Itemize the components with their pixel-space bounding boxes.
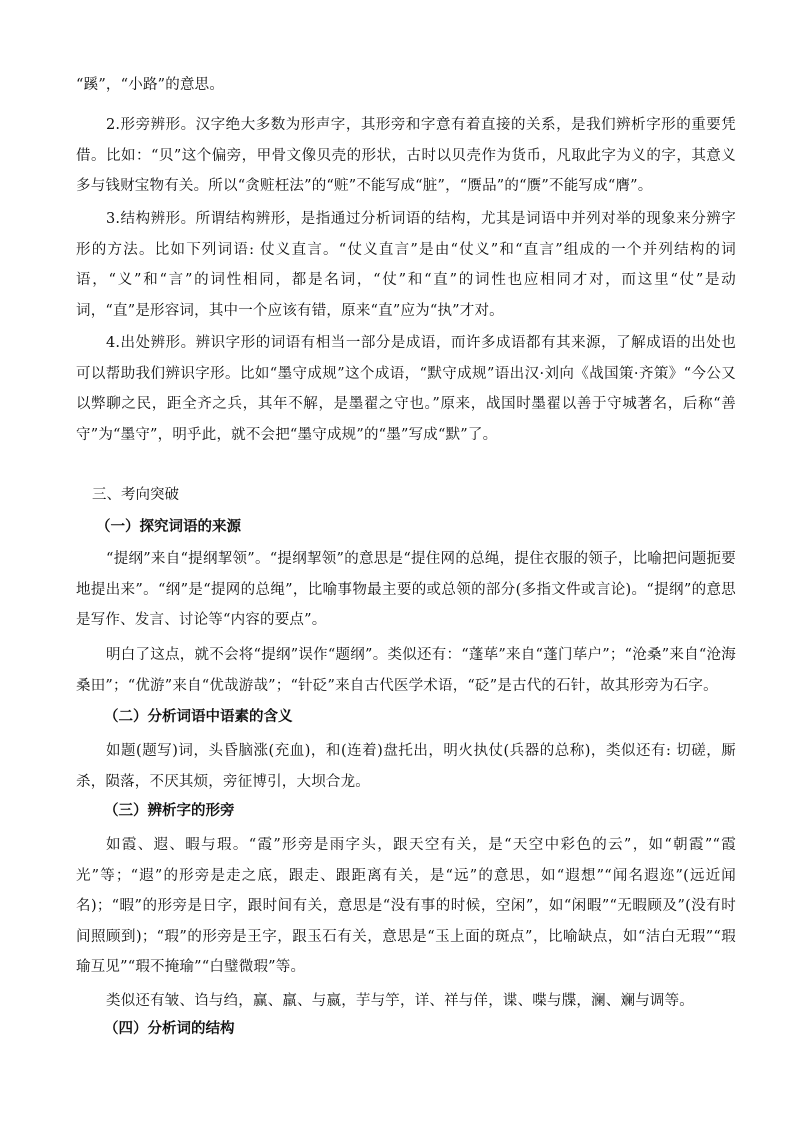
paragraph-xia-radicals: 如霞、遐、暇与瑕。“霞”形旁是雨字头，跟天空有关，是“天空中彩色的云”，如“朝霞”“霞光”等；“遐”的形旁是走之底，跟走、跟距离有关，是“远”的意思，如“遐想”“闻名遐迩”(远近闻名)；“暇”的形旁是日字，跟时间有关，意思是“没有事的时候，空闲”，如“闲暇”“无暇顾及”(没有时间照顾到)；“瑕”的形旁是王字，跟玉石有关，意思是“玉上面的斑点”，比喻缺点，如“洁白无瑕”“瑕瑜互见”“瑕不掩瑜”“白璧微瑕”等。 <box>76 837 736 975</box>
paragraph-origin-distinction: 4.出处辨形。辨识字形的词语有相当一部分是成语，而许多成语都有其来源，了解成语的出处也可以帮助我们辨识字形。比如“墨守成规”这个成语，“默守成规”语出汉·刘向《战国策·齐策》“今公又以弊聊之民，距全齐之兵，其年不解，是墨翟之守也。”原来，战国时墨翟以善于守城著名，后称“善守”为“墨守”，明乎此，就不会把“墨守成规”的“墨”写成“默”了。 <box>76 335 736 443</box>
subheading-radical-analysis: （三）辨析字的形旁 <box>104 803 235 819</box>
section-heading-exam-breakthrough: 三、考向突破 <box>92 487 179 503</box>
subheading-word-structure: （四）分析词的结构 <box>104 1021 235 1037</box>
paragraph-xi-meaning: “蹊”，“小路”的意思。 <box>76 77 225 93</box>
paragraph-structure-distinction: 3.结构辨形。所谓结构辨形，是指通过分析词语的结构，尤其是词语中并列对举的现象来分辨字形的方法。比如下列词语: 仗义直言。“仗义直言”是由“仗义”和“直言”组成的一个并列结构的词语，“义”和“言”的词性相同，都是名词，“仗”和“直”的词性也应相同才对，而这里“仗”是动词，“直”是形容词，其中一个应该有错，原来“直”应为“执”才对。 <box>76 211 736 319</box>
paragraph-similar-examples: 明白了这点，就不会将“提纲”误作“题纲”。类似还有：“蓬荜”来自“蓬门荜户”；“沧桑”来自“沧海桑田”；“优游”来自“优哉游哉”；“针砭”来自古代医学术语，“砭”是古代的石针，故其形旁为石字。 <box>76 647 736 694</box>
paragraph-tigang-origin: “提纲”来自“提纲挈领”。“提纲挈领”的意思是“提住网的总绳，提住衣服的领子，比喻把问题扼要地提出来”。“纲”是“提网的总绳”，比喻事物最主要的或总领的部分(多指文件或言论)。“提纲”的意思是写作、发言、讨论等“内容的要点”。 <box>76 551 736 628</box>
paragraph-radical-distinction: 2.形旁辨形。汉字绝大多数为形声字，其形旁和字意有着直接的关系，是我们辨析字形的重要凭借。比如：“贝”这个偏旁，甲骨文像贝壳的形状，古时以贝壳作为货币，凡取此字为义的字，其意义多与钱财宝物有关。所以“贪赃枉法”的“赃”不能写成“脏”，“赝品”的“赝”不能写成“膺”。 <box>76 117 736 194</box>
paragraph-similar-characters: 类似还有皱、诌与绉，赢、羸、与嬴，芋与竽，详、祥与佯，谍、喋与牒，澜、斓与调等。 <box>106 993 694 1009</box>
subheading-morpheme-meaning: （二）分析词语中语素的含义 <box>104 709 293 725</box>
subheading-word-origin: （一）探究词语的来源 <box>96 519 241 535</box>
paragraph-morpheme-examples: 如题(题写)词，头昏脑涨(充血)，和(连着)盘托出，明火执仗(兵器的总称)，类似还有: 切磋，厮杀，陨落，不厌其烦，旁征博引，大坝合龙。 <box>76 743 736 790</box>
